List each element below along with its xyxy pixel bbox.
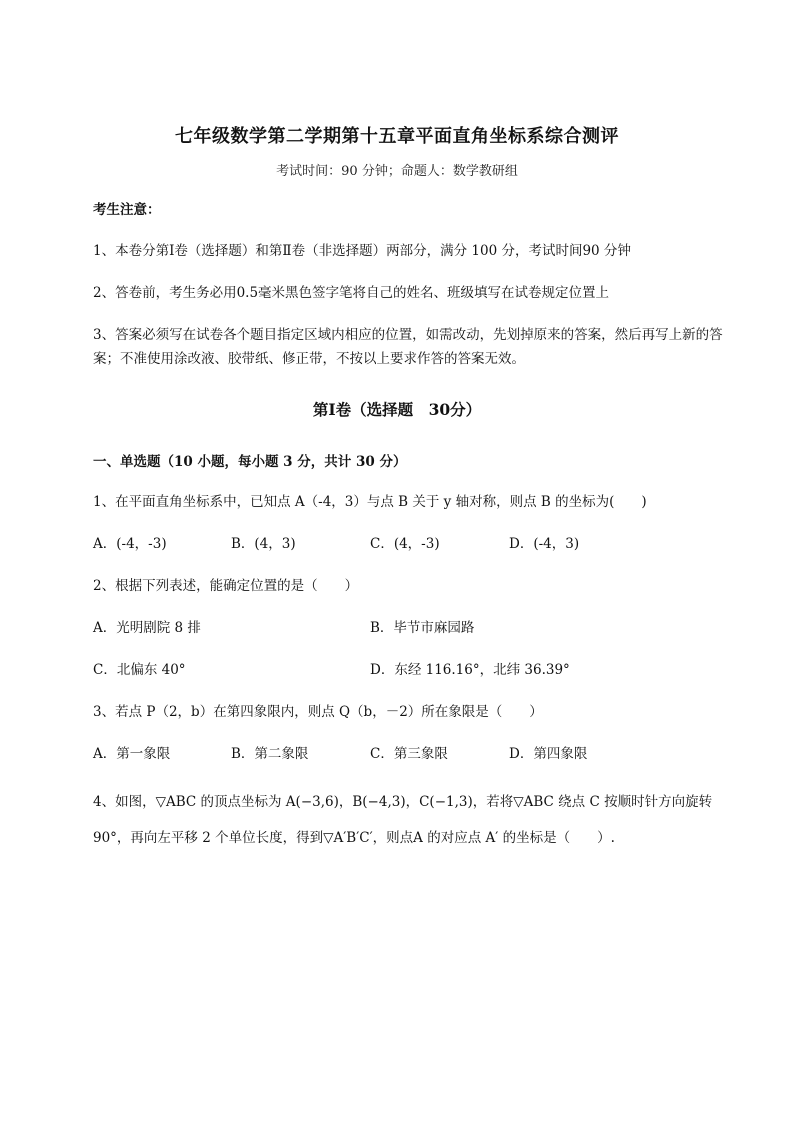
question-3-option-c: C．第三象限 [370,746,448,762]
question-2-option-b: B．毕节市麻园路 [370,620,475,636]
part-heading: 一、单选题（10 小题，每小题 3 分，共计 30 分） [93,454,407,470]
question-4-stem-line-2: 90°，再向左平移 2 个单位长度，得到▽A′B′C′，则点A 的对应点 A′ 的坐标是（ ）. [93,830,615,846]
notice-heading: 考生注意： [93,202,161,218]
page-title: 七年级数学第二学期第十五章平面直角坐标系综合测评 [175,126,619,147]
question-1-option-d: D．(-4，3) [509,536,580,552]
question-1-option-b: B．(4，3) [231,536,296,552]
question-1-option-c: C．(4，-3) [370,536,440,552]
notice-item-1: 1、本卷分第Ⅰ卷（选择题）和第Ⅱ卷（非选择题）两部分，满分 100 分，考试时间90 分钟 [93,243,631,259]
notice-item-3: 3、答案必须写在试卷各个题目指定区域内相应的位置，如需改动，先划掉原来的答案，然后再写上新的答案；不准使用涂改液、胶带纸、修正带，不按以上要求作答的答案无效。 [93,327,723,367]
notice-item-2: 2、答卷前，考生务必用0.5毫米黑色签字笔将自己的姓名、班级填写在试卷规定位置上 [93,285,610,301]
exam-info: 考试时间：90 分钟；命题人：数学教研组 [276,164,518,179]
question-1-stem: 1、在平面直角坐标系中，已知点 A（-4，3）与点 B 关于 y 轴对称，则点 B 的坐标为( ) [93,494,647,510]
question-3-option-b: B．第二象限 [231,746,309,762]
question-3-stem: 3、若点 P（2，b）在第四象限内，则点 Q（b，－2）所在象限是（ ） [93,704,543,720]
question-3-option-a: A．第一象限 [93,746,171,762]
question-2-option-d: D．东经 116.16°，北纬 36.39° [370,662,570,678]
section-title: 第Ⅰ卷（选择题 30分） [312,400,482,419]
question-1-option-a: A．(-4，-3) [93,536,167,552]
question-2-option-c: C．北偏东 40° [93,662,186,678]
question-2-option-a: A．光明剧院 8 排 [93,620,201,636]
question-2-stem: 2、根据下列表述，能确定位置的是（ ） [93,578,359,594]
question-4-stem-line-1: 4、如图，▽ABC 的顶点坐标为 A(−3,6)，B(−4,3)，C(−1,3)，若将▽ABC 绕点 C 按顺时针方向旋转 [93,794,713,810]
question-3-option-d: D．第四象限 [509,746,588,762]
